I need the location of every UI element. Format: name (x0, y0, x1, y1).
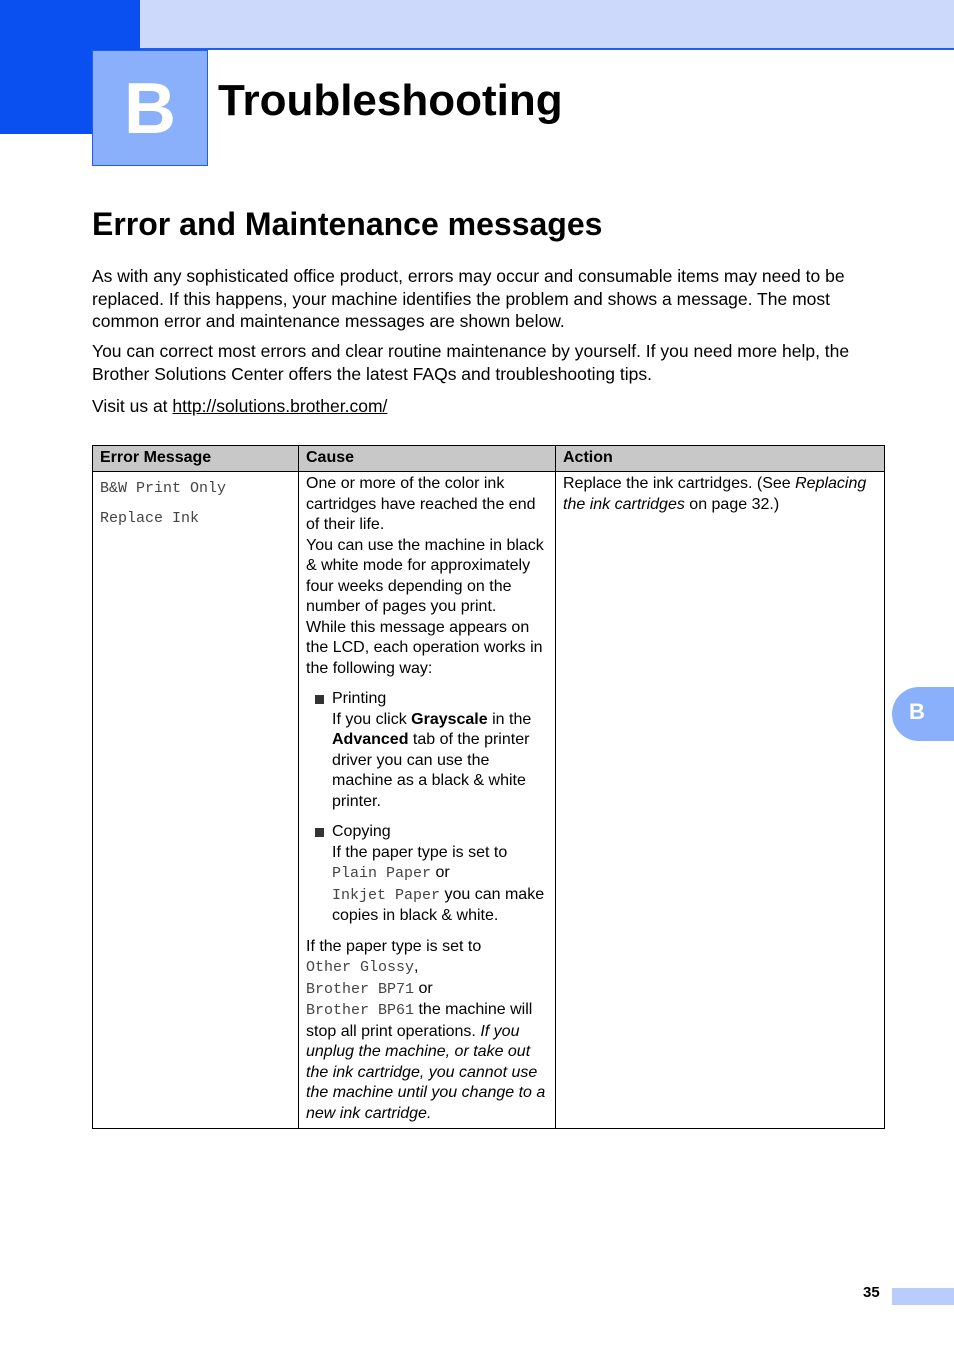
action-text-1: Replace the ink cartridges. (See (563, 475, 796, 492)
copying-text (332, 843, 548, 927)
error-table (92, 445, 885, 1129)
header-cause: Cause (299, 446, 556, 472)
bp71-term: Brother BP71 (306, 980, 415, 998)
copying-item (306, 822, 548, 927)
intro-paragraph-2: You can correct most errors and clear routine maintenance by yourself. If you need more help, the Brother Solutions Center offers the latest FAQs and troubleshooting tips. (92, 341, 850, 384)
printing-item (306, 689, 548, 812)
advanced-term: Advanced (332, 731, 409, 748)
header-action: Action (556, 446, 885, 472)
solutions-link[interactable]: http://solutions.brother.com/ (172, 396, 388, 416)
copying-text-1: If the paper type is set to (332, 843, 508, 861)
cause-cell (299, 472, 556, 1129)
copying-text-2: you can make copies in black & white. (332, 885, 545, 924)
grayscale-term: Grayscale (411, 710, 488, 728)
stop-text-1: If the paper type is set to (306, 937, 482, 955)
page-number-bar (892, 1288, 954, 1305)
action-cell (556, 472, 885, 1129)
cause-intro: One or more of the color ink cartridges have reached the end of their life. (306, 475, 536, 533)
error-message-line: Replace Ink (100, 510, 200, 527)
copying-or: or (431, 864, 450, 881)
intro-paragraph-1: As with any sophisticated office product, errors may occur and consumable items may need to be replaced. If this happens, your machine identifies the problem and shows a message. The most common error and maintenance messages are shown below. (92, 266, 845, 332)
action-reference: Replacing the ink cartridges (563, 475, 867, 513)
side-chapter-tab: B (892, 687, 954, 741)
copying-title: Copying (332, 823, 391, 840)
error-message-cell (93, 472, 299, 1129)
printing-text (332, 710, 548, 813)
action-text-2: on page 32.) (684, 495, 780, 513)
header-error-message: Error Message (93, 446, 299, 472)
bullet-square-icon (315, 828, 324, 837)
cause-lcd: While this message appears on the LCD, each operation works in the following way: (306, 618, 543, 677)
section-title: Error and Maintenance messages (92, 206, 603, 242)
stop-comma: , (414, 958, 419, 975)
bp61-term: Brother BP61 (306, 1002, 415, 1019)
inkjet-paper-term: Inkjet Paper (332, 886, 441, 904)
printing-text-2: in the (487, 710, 532, 728)
chapter-letter: B (92, 50, 208, 166)
header-band (0, 0, 954, 50)
printing-text-3: tab of the printer driver you can use the machine as a black & white printer. (332, 731, 530, 810)
visit-text: Visit us at (92, 396, 173, 416)
stop-operations-text (306, 937, 548, 1125)
other-glossy-term: Other Glossy (306, 959, 415, 976)
table-row (93, 472, 885, 1129)
stop-warning: If you unplug the machine, or take out the ink cartridge, you cannot use the machine until you change to a new ink cartridge. (306, 1022, 546, 1122)
plain-paper-term: Plain Paper (332, 865, 432, 882)
page-number: 35 (863, 1284, 880, 1301)
stop-or: or (414, 979, 433, 997)
error-message-line: B&W Print Only (100, 480, 227, 497)
header-rule (140, 48, 954, 50)
bullet-square-icon (315, 695, 324, 704)
table-header-row (93, 446, 885, 472)
chapter-title: Troubleshooting (218, 76, 563, 125)
intro-paragraph-3 (92, 395, 884, 418)
cause-bw-mode: You can use the machine in black & white mode for approximately four weeks depending on the number of pages you print. (306, 536, 544, 615)
printing-text-1: If you click (332, 710, 412, 728)
action-text (563, 474, 877, 515)
stop-text-2: the machine will stop all print operations. (306, 1001, 533, 1040)
printing-title: Printing (332, 690, 387, 707)
